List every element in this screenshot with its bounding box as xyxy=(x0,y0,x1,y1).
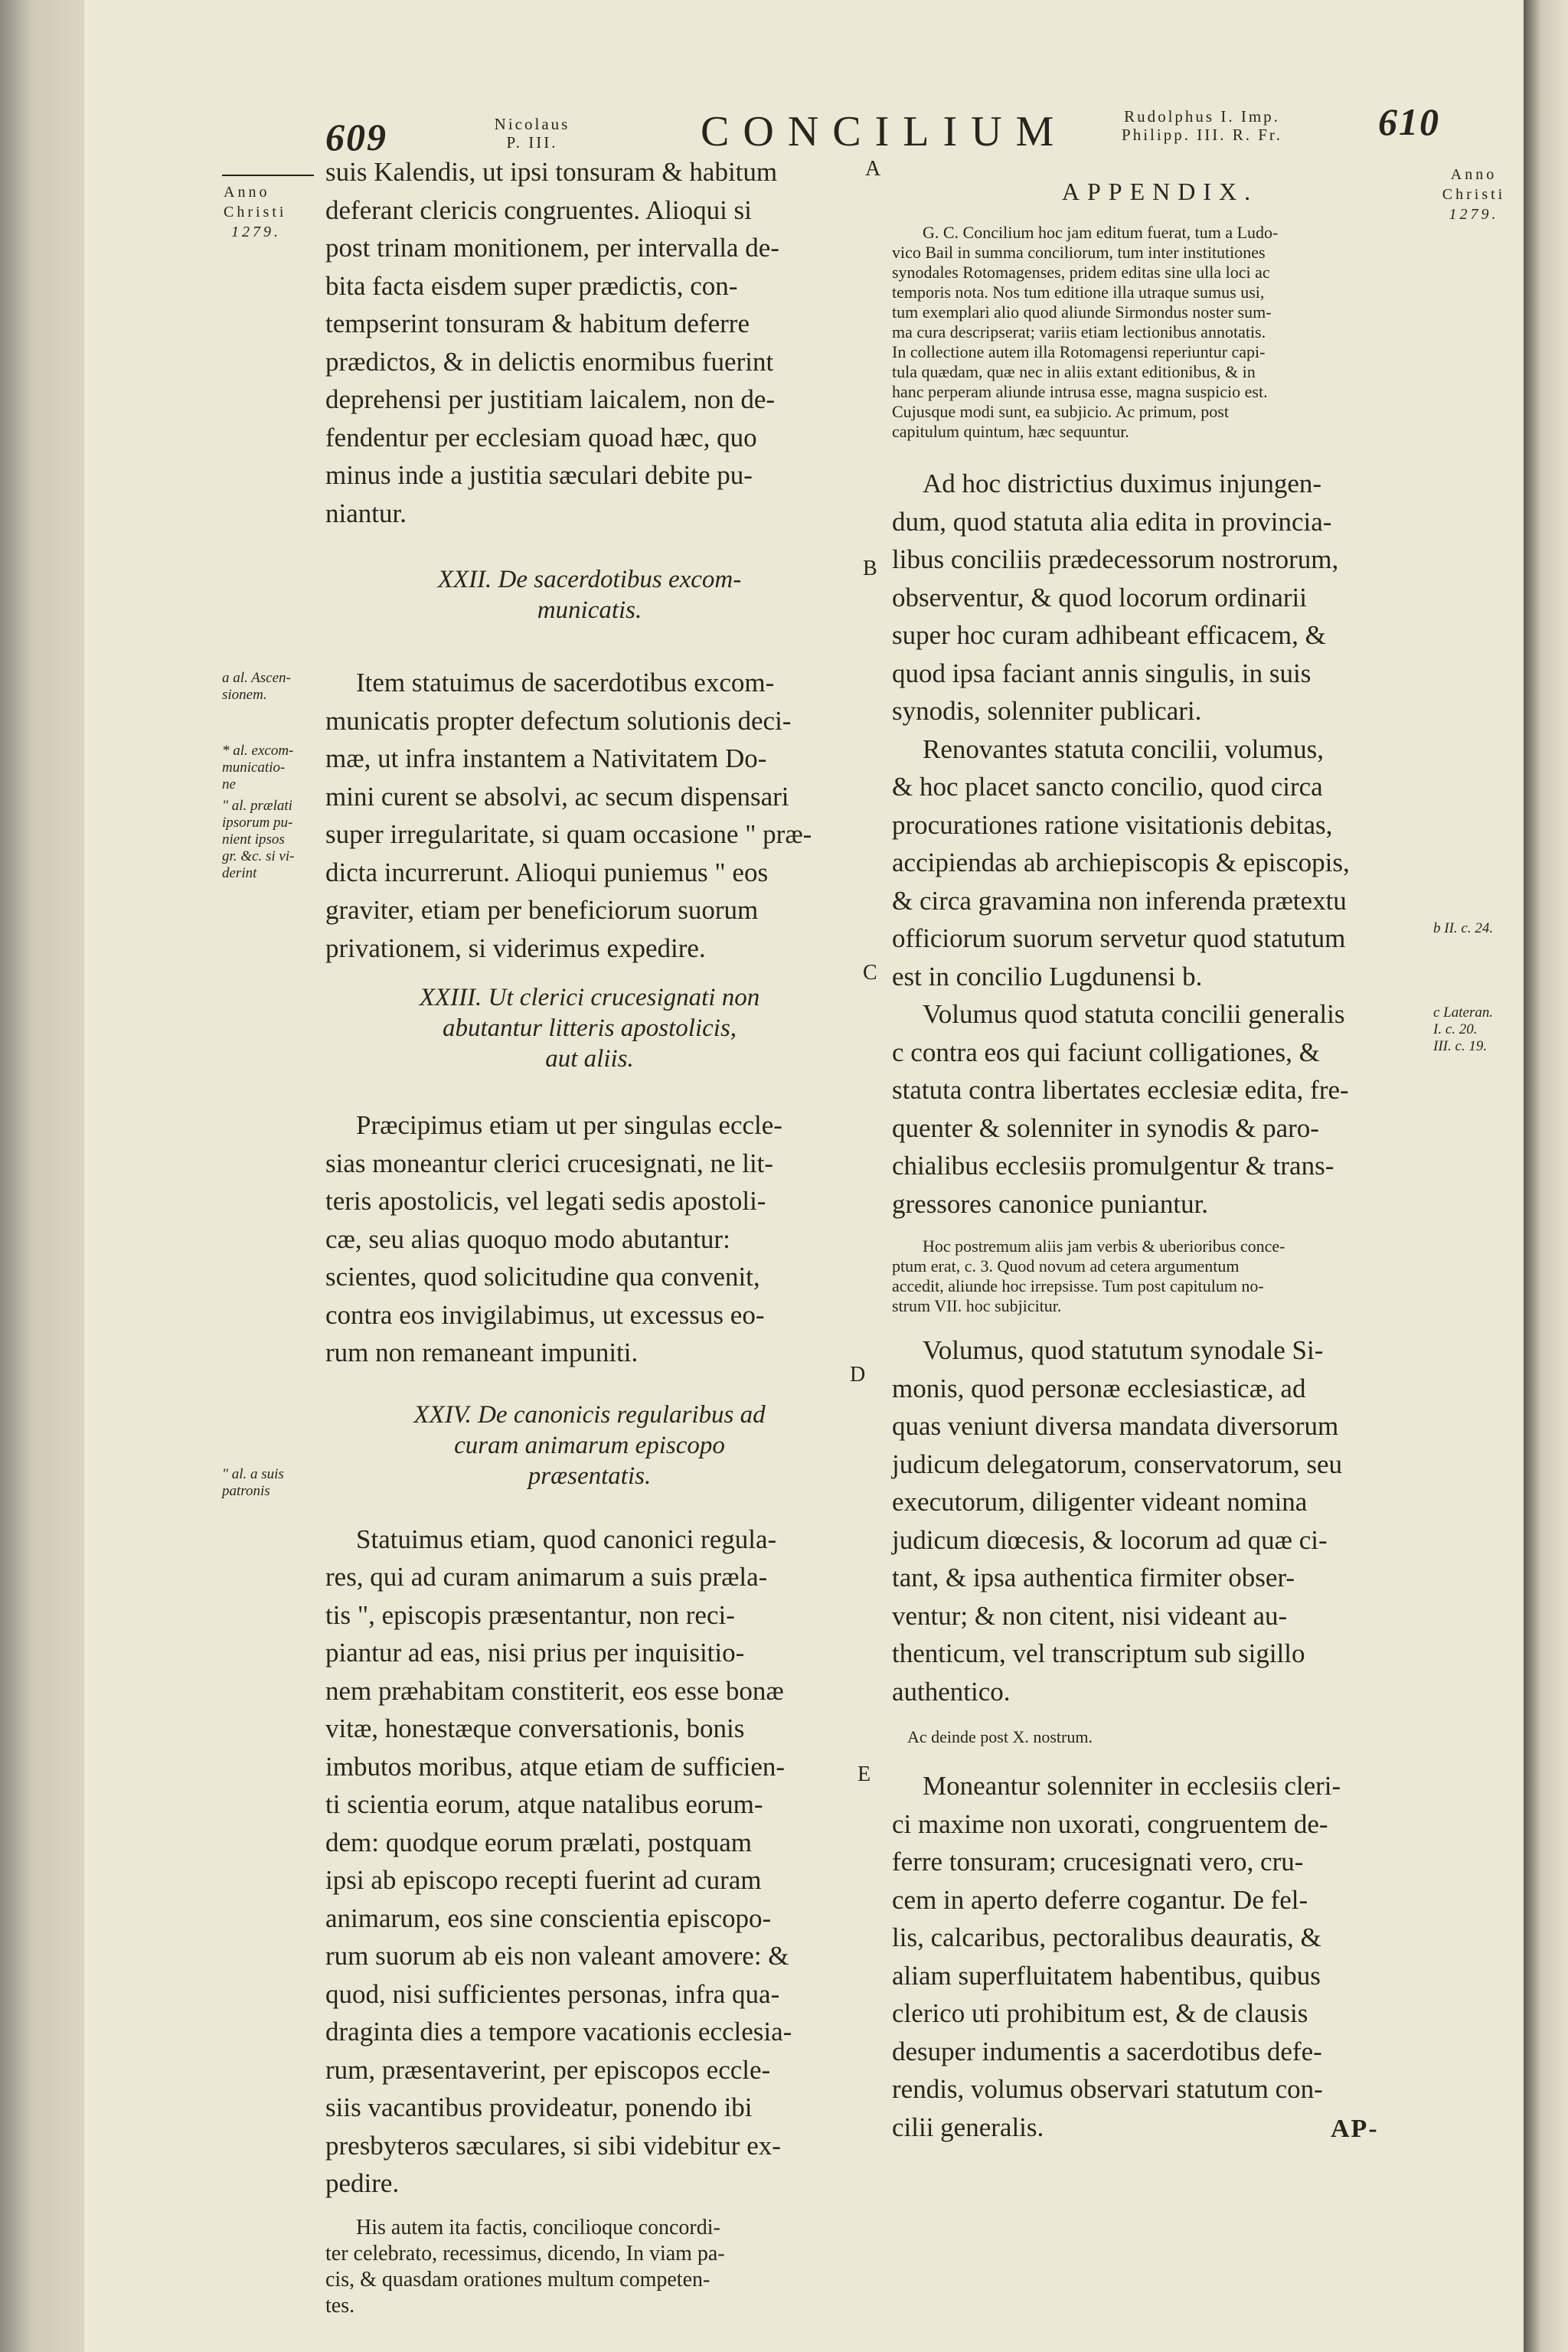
anno-year: 1279. xyxy=(231,224,281,240)
appendix-paragraph-3 xyxy=(892,995,1428,1223)
margin-note-line: ne xyxy=(222,776,236,792)
text-line: rendis, volumus observari statutum con- xyxy=(892,2074,1323,2104)
text-line: municatis propter defectum solutionis deci- xyxy=(325,705,792,736)
text-line: clerico uti prohibitum est, & de clausis xyxy=(892,1998,1308,2028)
section-letter-d: D xyxy=(850,1363,866,1387)
paragraph-xxii xyxy=(325,664,854,967)
anno-label: Anno xyxy=(224,184,270,201)
text-line: lis, calcaribus, pectoralibus deauratis, & xyxy=(892,1922,1321,1952)
margin-note-c xyxy=(222,798,322,882)
christi-label: Christi xyxy=(1442,186,1506,203)
heading-line: municatis. xyxy=(537,596,642,624)
paragraph-continuation xyxy=(325,153,854,532)
text-line: Hoc postremum aliis jam verbis & uberioribus conce- xyxy=(923,1236,1285,1256)
book-gutter-left xyxy=(0,0,92,2352)
text-line: mæ, ut infra instantem a Nativitatem Do- xyxy=(325,743,767,773)
page-title: CONCILIUM xyxy=(701,108,1068,155)
left-page-number: 609 xyxy=(325,116,387,158)
text-line: scientes, quod solicitudine qua convenit, xyxy=(325,1262,760,1292)
margin-note-a xyxy=(222,670,322,704)
margin-note-line: patronis xyxy=(222,1483,270,1499)
right-anno-christi xyxy=(1436,165,1512,224)
text-line: synodis, solenniter publicari. xyxy=(892,696,1202,726)
text-line: accipiendas ab archiepiscopis & episcopis, xyxy=(892,848,1350,877)
right-margin-note-b: b II. c. 24. xyxy=(1433,920,1494,936)
text-line: ipsi ab episcopo recepti fuerint ad curam xyxy=(325,1865,762,1895)
right-running-head-line1: Rudolphus I. Imp. xyxy=(1124,107,1280,126)
next-page-edge xyxy=(1524,0,1568,2352)
text-line: ci maxime non uxorati, congruentem de- xyxy=(892,1808,1328,1839)
paragraph-xxiv xyxy=(325,1521,854,2203)
text-line: G. C. Concilium hoc jam editum fuerat, tum a Ludo- xyxy=(923,223,1279,242)
anno-year: 1279. xyxy=(1449,206,1499,223)
text-line: & circa gravamina non inferenda prætextu xyxy=(892,885,1347,916)
section-letter-b: B xyxy=(863,557,877,580)
left-running-head-line1: Nicolaus xyxy=(494,115,570,133)
text-line: Volumus, quod statutum synodale Si- xyxy=(923,1335,1324,1365)
text-line: chialibus ecclesiis promulgentur & trans- xyxy=(892,1151,1334,1181)
text-line: super hoc curam adhibeant efficacem, & xyxy=(892,620,1326,650)
text-line: temporis nota. Nos tum editione illa utraque sumus usi, xyxy=(892,283,1265,302)
text-line: res, qui ad curam animarum a suis præla- xyxy=(325,1562,768,1592)
text-line: ter celebrato, recessimus, dicendo, In viam pa- xyxy=(325,2241,725,2265)
margin-note-line: III. c. 19. xyxy=(1433,1038,1488,1054)
text-line: strum VII. hoc subjicitur. xyxy=(892,1296,1062,1315)
text-line: fendentur per ecclesiam quoad hæc, quo xyxy=(325,422,757,452)
heading-line: præsentatis. xyxy=(528,1462,652,1490)
anno-label: Anno xyxy=(1450,166,1498,183)
section-letter-e: E xyxy=(858,1762,871,1786)
left-running-head xyxy=(471,115,593,152)
text-line: presbyteros sæculares, si sibi videbitur ex- xyxy=(325,2130,781,2161)
right-running-head xyxy=(1095,107,1309,144)
text-line: thenticum, vel transcriptum sub sigillo xyxy=(892,1638,1305,1668)
text-line: contra eos invigilabimus, ut excessus eo- xyxy=(325,1299,765,1330)
left-running-head-line2: P. III. xyxy=(506,133,558,152)
text-line: quod ipsa faciant annis singulis, in suis xyxy=(892,658,1312,688)
margin-note-line: gr. &c. si vi- xyxy=(222,848,295,864)
right-running-head-line2: Philipp. III. R. Fr. xyxy=(1122,126,1282,144)
text-line: judicum diœcesis, & locorum ad quæ ci- xyxy=(892,1524,1328,1555)
appendix-paragraph-4 xyxy=(892,1331,1428,1710)
text-line: Ad hoc districtius duximus injungen- xyxy=(923,469,1322,498)
text-line: mini curent se absolvi, ac secum dispensari xyxy=(325,781,789,812)
appendix-paragraph-5 xyxy=(892,1767,1428,2146)
text-line: ti scientia eorum, atque natalibus eorum- xyxy=(325,1789,763,1819)
text-line: rum non remaneant impuniti. xyxy=(325,1338,639,1367)
text-line: est in concilio Lugdunensi b. xyxy=(892,961,1203,991)
text-line: prædictos, & in delictis enormibus fuerint xyxy=(325,346,774,377)
text-line: super irregularitate, si quam occasione " præ- xyxy=(325,819,812,849)
text-line: procurationes ratione visitationis debitas, xyxy=(892,809,1333,840)
text-line: Moneantur solenniter in ecclesiis cleri- xyxy=(923,1771,1341,1801)
margin-note-line: ipsorum pu- xyxy=(222,815,293,831)
editorial-note-1 xyxy=(892,1236,1428,1316)
heading-line: XXIII. Ut clerici crucesignati non xyxy=(419,984,760,1011)
text-line: c contra eos qui faciunt colligationes, & xyxy=(892,1037,1320,1067)
text-line: minus inde a justitia sæculari debite pu- xyxy=(325,460,753,490)
text-line: siis vacantibus providеatur, ponendo ibi xyxy=(325,2092,753,2122)
text-line: synodales Rotomagenses, pridem editas sine ulla loci ac xyxy=(892,263,1270,282)
chapter-heading-xxiii xyxy=(325,982,854,1074)
text-line: judicum delegatorum, conservatorum, seu xyxy=(892,1449,1343,1479)
text-line: cæ, seu alias quoquo modo abutantur: xyxy=(325,1223,730,1254)
text-line: officiorum suorum servetur quod statutum xyxy=(892,923,1346,953)
margin-note-line: * al. excom- xyxy=(222,743,294,759)
text-line: animarum, eos sine conscientia episcopo- xyxy=(325,1903,772,1933)
text-line: deferant clericis congruentes. Alioqui si xyxy=(325,194,752,225)
text-line: tis ", episcopis præsentantur, non reci- xyxy=(325,1599,735,1630)
margin-note-line: c Lateran. xyxy=(1433,1004,1494,1021)
right-column xyxy=(892,178,1428,2146)
text-line: accedit, aliunde hoc irrepsisse. Tum post capitulum no- xyxy=(892,1276,1264,1295)
text-line: nem præhabitam constiterit, eos esse bonæ xyxy=(325,1675,784,1706)
text-line: Præcipimus etiam ut per singulas eccle- xyxy=(356,1110,782,1140)
text-line: statuta contra libertates ecclesiæ edita, fre- xyxy=(892,1075,1349,1105)
text-line: tula quædam, quæ nec in aliis extant editionibus, & in xyxy=(892,362,1256,381)
section-letter-c: C xyxy=(863,961,877,985)
text-line: dicta incurrerunt. Alioqui puniemus " eos xyxy=(325,857,769,887)
text-line: tum exemplari alio quod aliunde Sirmondus noster sum- xyxy=(892,302,1272,322)
text-line: His autem ita factis, conciliоque concordi- xyxy=(356,2215,720,2239)
text-line: pedire. xyxy=(325,2168,400,2198)
margin-note-line: a al. Ascen- xyxy=(222,670,291,686)
chapter-heading-xxiv xyxy=(325,1400,854,1491)
text-line: piantur ad eas, nisi prius per inquisitio- xyxy=(325,1638,745,1668)
text-line: authentico. xyxy=(892,1676,1011,1707)
text-line: privationem, si viderimus expedire. xyxy=(325,933,706,963)
text-line: bita facta eisdem super prædictis, con- xyxy=(325,270,738,301)
text-line: Volumus quod statuta concilii generalis xyxy=(923,999,1345,1029)
left-anno-christi xyxy=(224,182,286,242)
heading-line: XXII. De sacerdotibus excom- xyxy=(437,566,742,593)
heading-line: curam animarum episcopo xyxy=(454,1431,725,1459)
appendix-paragraph-2 xyxy=(892,730,1428,996)
text-line: dum, quod statuta alia edita in provincia- xyxy=(892,506,1332,537)
margin-note-line: derint xyxy=(222,865,257,881)
text-line: imbutos moribus, atque etiam de sufficien- xyxy=(325,1751,786,1782)
text-line: executorum, diligenter videant nomina xyxy=(892,1487,1308,1517)
margin-rule xyxy=(222,175,314,176)
text-line: capitulum quintum, hæc sequuntur. xyxy=(892,422,1129,441)
text-line: cis, & quasdam orationes multum competen- xyxy=(325,2267,710,2292)
text-line: Item statuimus de sacerdotibus excom- xyxy=(356,668,775,697)
text-line: graviter, etiam per beneficiorum suorum xyxy=(325,895,759,925)
appendix-paragraph-1 xyxy=(892,465,1428,730)
appendix-title: APPENDIX. xyxy=(1061,178,1259,205)
text-line: niantur. xyxy=(325,498,407,528)
text-line: gressores canonice puniantur. xyxy=(892,1188,1209,1219)
section-letter-a: A xyxy=(865,157,881,181)
text-line: Renovantes statuta concilii, volumus, xyxy=(923,733,1324,764)
text-line: In collectione autem illa Rotomagensi reperiuntur capi- xyxy=(892,342,1266,361)
text-line: ferre tonsuram; crucesignati vero, cru- xyxy=(892,1847,1304,1877)
text-line: ventur; & non citent, nisi videant au- xyxy=(892,1600,1288,1631)
text-line: Cujusque modi sunt, ea subjicio. Ac primum, post xyxy=(892,402,1229,421)
heading-line: aut aliis. xyxy=(545,1045,634,1073)
appendix-intro-note xyxy=(892,223,1428,442)
text-line: vico Bail in summa conciliorum, tum inter institutiones xyxy=(892,243,1266,262)
margin-note-line: municatio- xyxy=(222,760,286,776)
text-line: ma cura descripserat; variis etiam lectionibus annotatis. xyxy=(892,322,1266,341)
text-line: hanc perperam aliunde intrusa esse, magna suspicio est. xyxy=(892,382,1268,401)
text-line: aliam superfluitatem habentibus, quibus xyxy=(892,1960,1321,1991)
text-line: draginta dies a tempore vacationis ecclesia- xyxy=(325,2017,792,2047)
text-line: Statuimus etiam, quod canonici regula- xyxy=(356,1524,777,1554)
text-line: observentur, & quod locorum ordinarii xyxy=(892,582,1307,612)
margin-note-b xyxy=(222,743,322,793)
text-line: dem: quodque eorum prælati, postquam xyxy=(325,1827,752,1857)
text-line: vitæ, honestæque conversationis, bonis xyxy=(325,1713,745,1743)
text-line: suis Kalendis, ut ipsi tonsuram & habitum xyxy=(325,157,778,187)
text-line: desuper indumentis a sacerdotibus defe- xyxy=(892,2036,1322,2066)
heading-line: abutantur litteris apostolicis, xyxy=(442,1014,737,1042)
text-line: teris apostolicis, vel legati sedis apostoli- xyxy=(325,1186,766,1216)
margin-note-line: I. c. 20. xyxy=(1433,1021,1478,1037)
chapter-heading-xxii xyxy=(325,564,854,626)
heading-line: XXIV. De canonicis regularibus ad xyxy=(413,1400,766,1429)
margin-note-line: sionem. xyxy=(222,687,267,703)
editorial-note-2: Ac deinde post X. nostrum. xyxy=(907,1727,1093,1746)
closing-paragraph xyxy=(325,2215,854,2319)
margin-note-line: nient ipsos xyxy=(222,831,285,848)
text-line: quas veniunt diversa mandata diversorum xyxy=(892,1411,1339,1441)
text-line: ptum erat, c. 3. Quod novum ad cetera argumentum xyxy=(892,1256,1240,1276)
paragraph-xxiii xyxy=(325,1106,854,1372)
text-line: tempserint tonsuram & habitum deferre xyxy=(325,309,750,338)
text-line: tes. xyxy=(325,2293,355,2318)
text-line: monis, quod personæ ecclesiasticæ, ad xyxy=(892,1373,1306,1403)
text-line: quenter & solenniter in synodis & paro- xyxy=(892,1112,1319,1143)
text-line: rum suorum ab eis non valeant amovere: & xyxy=(325,1941,789,1971)
left-column xyxy=(325,153,854,2319)
text-line: post trinam monitionem, per intervalla de- xyxy=(325,233,779,263)
text-line: cilii generalis. xyxy=(892,2112,1044,2142)
text-line: tant, & ipsa authentica firmiter obser- xyxy=(892,1563,1295,1592)
text-line: & hoc placet sancto concilio, quod circa xyxy=(892,772,1323,802)
margin-note-line: " al. prælati xyxy=(222,798,292,814)
text-line: deprehensi per justitiam laicalem, non de- xyxy=(325,384,776,414)
margin-note-line: " al. a suis xyxy=(222,1466,284,1482)
text-line: rum, præsentaverint, per episcopos eccle- xyxy=(325,2054,771,2085)
right-page-number: 610 xyxy=(1378,100,1440,143)
right-margin-note-c xyxy=(1433,1004,1517,1055)
text-line: libus conciliis prædecessorum nostrorum, xyxy=(892,544,1339,574)
text-line: cem in aperto deferre cogantur. De fel- xyxy=(892,1884,1308,1915)
text-line: sias moneantur clerici crucesignati, ne lit- xyxy=(325,1148,774,1178)
margin-note-d xyxy=(222,1466,322,1500)
text-line: quod, nisi sufficientes personas, infra qua- xyxy=(325,1978,780,2009)
christi-label: Christi xyxy=(224,204,287,220)
catchword: AP- xyxy=(1331,2115,1379,2143)
